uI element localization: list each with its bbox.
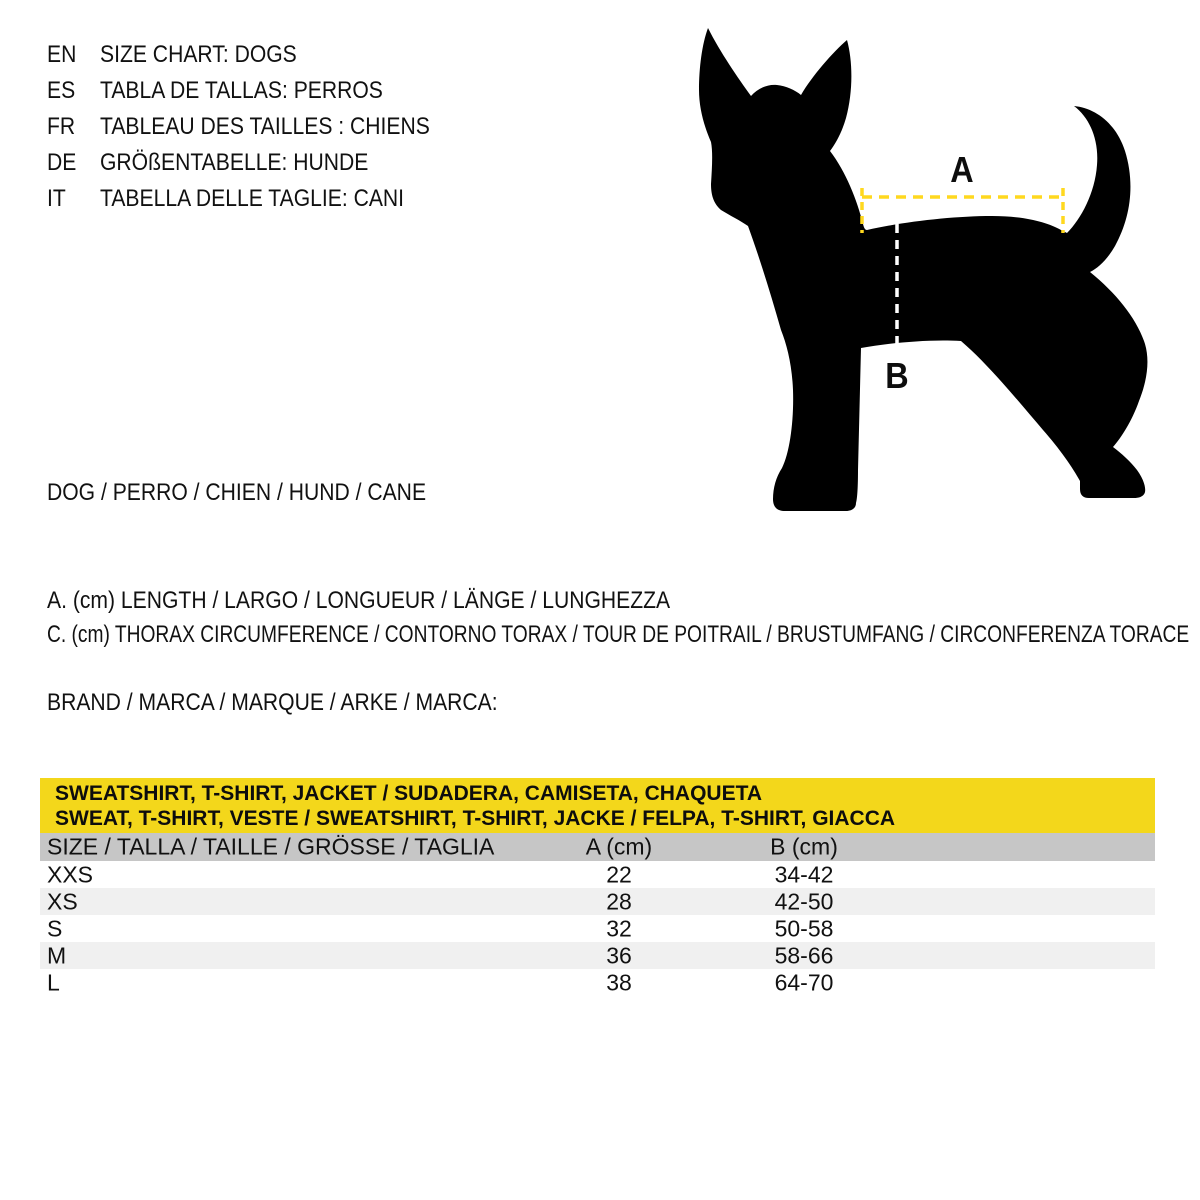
dog-figure [650,0,1200,550]
cell-b: 50-58 [774,915,834,941]
lang-row-en [47,43,324,67]
cell-size: XS [47,888,78,914]
header-b-col: B (cm) [770,833,838,860]
cell-b: 34-42 [774,861,834,887]
size-table-banner [40,778,1155,833]
legend-line-a: A. (cm) LENGTH / LARGO / LONGUEUR / LÄNGE / LUNGHEZZA [47,587,671,614]
lang-title-es: TABLA DE TALLAS: PERROS [100,77,383,104]
lang-title-it: TABELLA DELLE TAGLIE: CANI [100,185,405,212]
banner-line-2: SWEAT, T-SHIRT, VESTE / SWEATSHIRT, T-SHIRT, JACKE / FELPA, T-SHIRT, GIACCA [55,806,896,830]
brand-line: BRAND / MARCA / MARQUE / ARKE / MARCA: [47,689,498,716]
table-row-l [40,969,1155,996]
measure-label-a: A [950,149,974,190]
table-header-row [40,833,1155,861]
table-row-m [40,942,1155,969]
cell-a: 32 [606,915,632,941]
lang-row-it [47,187,445,211]
lang-title-fr: TABLEAU DES TAILLES : CHIENS [100,113,430,140]
lang-code-es: ES [47,77,76,104]
table-row-xs [40,888,1155,915]
cell-a: 38 [606,969,632,995]
cell-a: 28 [606,888,632,914]
table-row-s [40,915,1155,942]
cell-b: 58-66 [774,942,834,968]
cell-size: L [47,969,60,995]
lang-row-es [47,79,421,103]
cell-size: S [47,915,63,941]
cell-size: M [47,942,67,968]
measure-label-b: B [885,355,909,396]
lang-code-it: IT [47,185,66,212]
lang-row-fr [47,115,475,139]
dog-silhouette [699,28,1147,511]
lang-row-de [47,151,405,175]
lang-code-fr: FR [47,113,76,140]
lang-title-de: GRÖßENTABELLE: HUNDE [100,149,369,176]
cell-a: 36 [606,942,632,968]
animal-caption: DOG / PERRO / CHIEN / HUND / CANE [47,479,427,506]
legend-line-c: C. (cm) THORAX CIRCUMFERENCE / CONTORNO TORAX / TOUR DE POITRAIL / BRUSTUMFANG / CIRCONFERENZA TORACE [47,621,1190,648]
header-a-col: A (cm) [585,833,653,860]
lang-code-en: EN [47,41,77,68]
cell-a: 22 [606,861,632,887]
cell-b: 42-50 [774,888,834,914]
table-row-xxs [40,861,1155,888]
lang-code-de: DE [47,149,77,176]
banner-line-1: SWEATSHIRT, T-SHIRT, JACKET / SUDADERA, CAMISETA, CHAQUETA [55,781,763,805]
cell-b: 64-70 [774,969,834,995]
lang-title-en: SIZE CHART: DOGS [100,41,297,68]
cell-size: XXS [47,861,94,887]
header-size-col: SIZE / TALLA / TAILLE / GRÖSSE / TAGLIA [47,833,495,860]
